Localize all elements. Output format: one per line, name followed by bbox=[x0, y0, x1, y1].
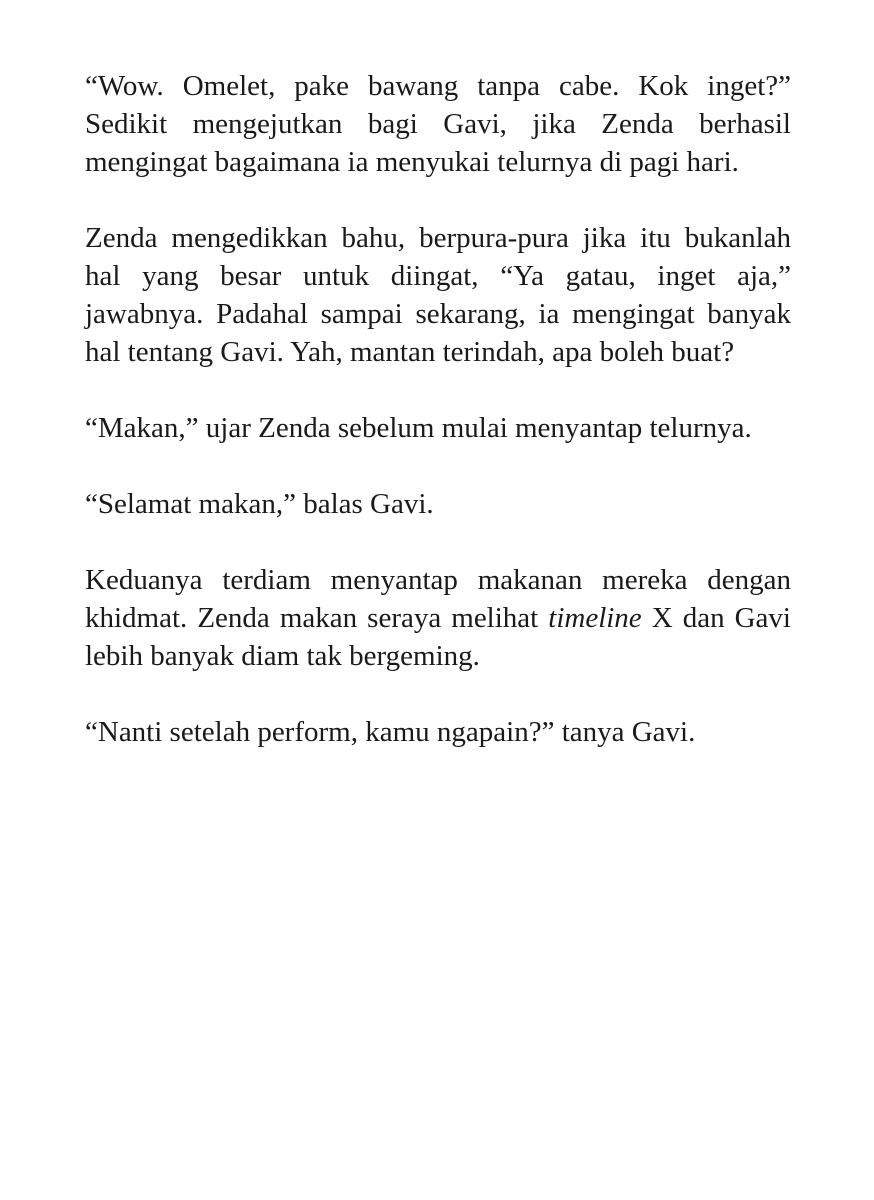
paragraph-2: Zenda mengedikkan bahu, berpura-pura jika itu bukanlah hal yang besar untuk diingat, “Ya gatau, inget aja,” jawabnya. Padahal sampai sekarang, ia mengingat banyak hal tentang Gavi. Yah, mantan terindah, apa boleh buat? bbox=[85, 222, 791, 368]
paragraph-5-text-before: Keduanya terdiam menyantap makanan mereka dengan khidmat. Zenda makan seraya melihat bbox=[85, 564, 791, 634]
paragraph-3: “Makan,” ujar Zenda sebelum mulai menyantap telurnya. bbox=[85, 412, 752, 444]
paragraph-5-italic-word: timeline bbox=[548, 602, 642, 634]
paragraph-6: “Nanti setelah perform, kamu ngapain?” tanya Gavi. bbox=[85, 716, 696, 748]
paragraph-5 bbox=[85, 561, 791, 675]
paragraph-1: “Wow. Omelet, pake bawang tanpa cabe. Kok inget?” Sedikit mengejutkan bagi Gavi, jika Zenda berhasil mengingat bagaimana ia menyukai telurnya di pagi hari. bbox=[85, 70, 791, 178]
paragraph-5-text-after: X dan Gavi lebih banyak diam tak bergeming. bbox=[85, 602, 791, 672]
book-page-text bbox=[85, 67, 791, 751]
paragraph-4: “Selamat makan,” balas Gavi. bbox=[85, 488, 434, 520]
